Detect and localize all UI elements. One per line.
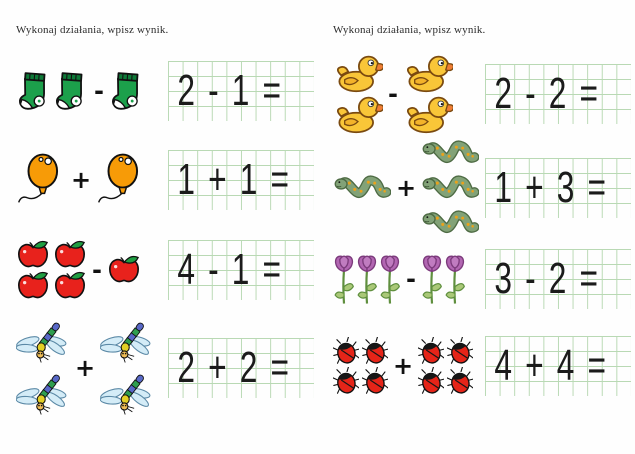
apple-icon <box>16 240 50 270</box>
answer-grid[interactable] <box>485 64 631 124</box>
picture-equation <box>16 150 168 210</box>
exercise-row-balloons <box>16 132 316 228</box>
equation-text: 1 + 1 = <box>177 155 290 204</box>
duck-icon <box>403 95 453 134</box>
flower-icon <box>379 252 401 306</box>
exercise-row-ladybugs <box>333 320 633 412</box>
ladybug-icon <box>362 367 388 396</box>
exercise-row-flowers <box>333 238 633 320</box>
picture-equation <box>16 317 168 419</box>
operator-sign: + <box>75 354 96 382</box>
picture-group <box>333 54 383 134</box>
picture-group <box>96 150 146 210</box>
worksheet-page-right <box>333 24 633 412</box>
equation-text: 2 - 1 = <box>177 66 282 115</box>
operator-sign: - <box>92 256 102 284</box>
picture-group <box>421 252 466 306</box>
apple-icon <box>53 271 87 301</box>
duck-icon <box>333 95 383 134</box>
picture-group <box>16 317 70 419</box>
picture-equation <box>16 69 168 114</box>
picture-group <box>100 317 154 419</box>
picture-group <box>333 172 391 205</box>
exercise-row-apples <box>16 228 316 312</box>
picture-equation <box>16 240 168 301</box>
dragonfly-icon <box>16 369 70 419</box>
ladybug-icon <box>333 367 359 396</box>
apple-icon <box>53 240 87 270</box>
picture-group <box>16 69 89 114</box>
picture-group <box>421 137 479 240</box>
flower-icon <box>444 252 466 306</box>
flower-icon <box>333 252 355 306</box>
picture-group <box>16 150 66 210</box>
ladybug-icon <box>447 367 473 396</box>
picture-equation <box>333 137 485 240</box>
snake-icon <box>421 207 479 240</box>
duck-icon <box>333 54 383 93</box>
duck-icon <box>403 54 453 93</box>
ladybug-icon <box>362 337 388 366</box>
balloon-icon <box>16 150 66 210</box>
apple-icon <box>107 255 141 285</box>
picture-equation <box>333 252 485 306</box>
operator-sign: + <box>396 174 417 202</box>
answer-grid[interactable] <box>485 249 631 309</box>
equation-text: 2 - 2 = <box>494 69 599 118</box>
equation-text: 2 + 2 = <box>177 343 290 392</box>
ladybug-icon <box>418 337 444 366</box>
picture-group <box>333 252 401 306</box>
apple-icon <box>16 271 50 301</box>
sock-icon <box>16 69 52 114</box>
operator-sign: + <box>393 352 414 380</box>
snake-icon <box>421 137 479 170</box>
equation-text: 4 + 4 = <box>494 341 607 390</box>
balloon-icon <box>96 150 146 210</box>
picture-group <box>109 69 145 114</box>
exercise-row-ducks <box>333 50 633 138</box>
equation-text: 3 - 2 = <box>494 254 599 303</box>
equation-text: 4 - 1 = <box>177 245 282 294</box>
operator-sign: - <box>406 265 416 293</box>
instruction-text: Wykonaj działania, wpisz wynik. <box>16 24 169 36</box>
sock-icon <box>53 69 89 114</box>
answer-grid[interactable] <box>485 158 631 218</box>
operator-sign: - <box>94 77 104 105</box>
answer-grid[interactable] <box>168 61 314 121</box>
snake-icon <box>421 172 479 205</box>
dragonfly-icon <box>100 317 154 367</box>
picture-group <box>403 54 453 134</box>
picture-group <box>333 337 388 396</box>
exercise-row-snakes <box>333 138 633 238</box>
ladybug-icon <box>333 337 359 366</box>
picture-group <box>418 337 473 396</box>
flower-icon <box>356 252 378 306</box>
picture-equation <box>333 54 485 134</box>
answer-grid[interactable] <box>168 338 314 398</box>
dragonfly-icon <box>100 369 154 419</box>
answer-grid[interactable] <box>168 240 314 300</box>
picture-group <box>107 255 141 285</box>
exercise-row-dragonflies <box>16 312 316 424</box>
instruction-text: Wykonaj działania, wpisz wynik. <box>333 24 486 36</box>
picture-equation <box>333 337 485 396</box>
dragonfly-icon <box>16 317 70 367</box>
ladybug-icon <box>418 367 444 396</box>
flower-icon <box>421 252 443 306</box>
equation-text: 1 + 3 = <box>494 163 607 212</box>
answer-grid[interactable] <box>485 336 631 396</box>
worksheet-page-left <box>16 24 316 424</box>
operator-sign: + <box>71 166 92 194</box>
picture-group <box>16 240 87 301</box>
snake-icon <box>333 172 391 205</box>
ladybug-icon <box>447 337 473 366</box>
sock-icon <box>109 69 145 114</box>
answer-grid[interactable] <box>168 150 314 210</box>
operator-sign: - <box>388 80 398 108</box>
exercise-row-socks <box>16 50 316 132</box>
